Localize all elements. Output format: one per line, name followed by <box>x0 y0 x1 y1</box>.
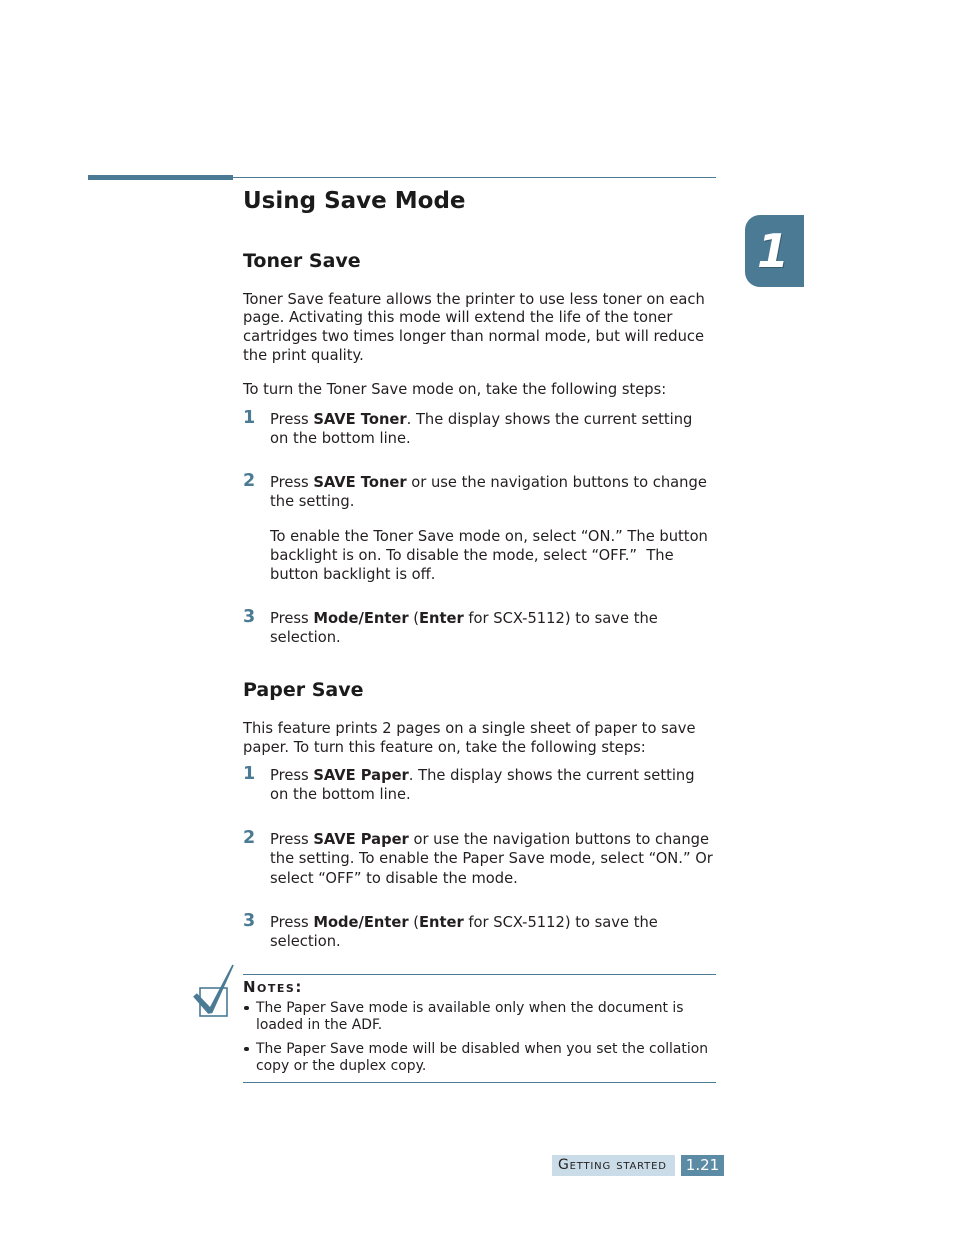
note-item <box>243 1041 733 1075</box>
step-text-lead: Press <box>270 913 314 931</box>
note-item-text: The Paper Save mode is available only when the document is loaded in the ADF. <box>256 999 684 1033</box>
step-text-lead: Press <box>270 410 314 428</box>
chapter-tab-number: 1 <box>756 224 789 278</box>
footer-chapter-label: Getting started <box>552 1155 675 1176</box>
toner-save-description: Toner Save feature allows the printer to use less toner on each page. Activating this mode will extend the life of the toner cartridges two times longer than normal mode, but will reduce the print quality. <box>243 290 705 364</box>
notes-label: Notes: <box>243 978 303 997</box>
step-text-lead: Press <box>270 766 314 784</box>
step-text <box>270 913 740 952</box>
page-number: 1.21 <box>681 1155 724 1176</box>
step-text-lead: Press <box>270 830 314 848</box>
toner-save-lead-in: To turn the Toner Save mode on, take the following steps: <box>243 380 667 398</box>
step-text <box>270 830 740 889</box>
step-key-name: SAVE Paper <box>313 766 409 784</box>
note-item <box>243 1000 733 1034</box>
step-text-rest: . The display shows the current setting on the bottom line. <box>270 766 695 803</box>
section-rule-accent <box>88 175 233 180</box>
step-text-rest: or use the navigation buttons to change the setting. <box>270 473 707 510</box>
step-number: 3 <box>243 910 256 931</box>
step-number: 2 <box>243 827 256 848</box>
step-key-name: SAVE Toner <box>313 473 407 491</box>
notes-list <box>243 1000 733 1082</box>
step-number: 1 <box>243 763 256 784</box>
step-number: 2 <box>243 470 256 491</box>
step-key-name: Mode/Enter <box>313 609 409 627</box>
paper-save-description: This feature prints 2 pages on a single sheet of paper to save paper. To turn this feature on, take the following steps: <box>243 719 696 756</box>
step-text-rest: . The display shows the current setting on the bottom line. <box>270 410 693 447</box>
step-text <box>270 766 740 805</box>
step-key-name: SAVE Toner <box>313 410 407 428</box>
notes-rule-bottom <box>243 1082 716 1083</box>
step-key-name-alt: Enter <box>419 609 464 627</box>
step-text <box>270 473 740 512</box>
checkmark-note-icon <box>190 962 238 1020</box>
step-key-name: SAVE Paper <box>313 830 409 848</box>
toner-save-heading: Toner Save <box>243 250 361 273</box>
toner-step-2-detail: To enable the Toner Save mode on, select “ON.” The button backlight is on. To disable the mode, select “OFF.” The button backlight is off. <box>270 527 708 583</box>
section-title: Using Save Mode <box>243 187 466 214</box>
chapter-tab <box>745 215 804 287</box>
step-text-lead: Press <box>270 473 314 491</box>
note-item-text: The Paper Save mode will be disabled when you set the collation copy or the duplex copy. <box>256 1040 709 1074</box>
bullet-icon <box>244 1047 249 1052</box>
step-number: 3 <box>243 606 256 627</box>
step-key-name-alt: Enter <box>419 913 464 931</box>
bullet-icon <box>244 1006 249 1011</box>
notes-rule-top <box>243 974 716 975</box>
paper-save-heading: Paper Save <box>243 679 364 702</box>
step-text-rest: or use the navigation buttons to change the setting. To enable the Paper Save mode, select “ON.” Or select “OFF” to disable the mode. <box>270 830 713 887</box>
step-key-name: Mode/Enter <box>313 913 409 931</box>
step-text-middle: ( <box>408 609 419 627</box>
step-text-rest: for SCX-5112) to save the selection. <box>270 913 658 950</box>
step-text <box>270 410 740 449</box>
step-number: 1 <box>243 407 256 428</box>
section-rule-line <box>232 177 716 178</box>
step-text <box>270 609 740 648</box>
step-text-lead: Press <box>270 609 314 627</box>
step-text-rest: for SCX-5112) to save the selection. <box>270 609 658 646</box>
step-text-middle: ( <box>408 913 419 931</box>
